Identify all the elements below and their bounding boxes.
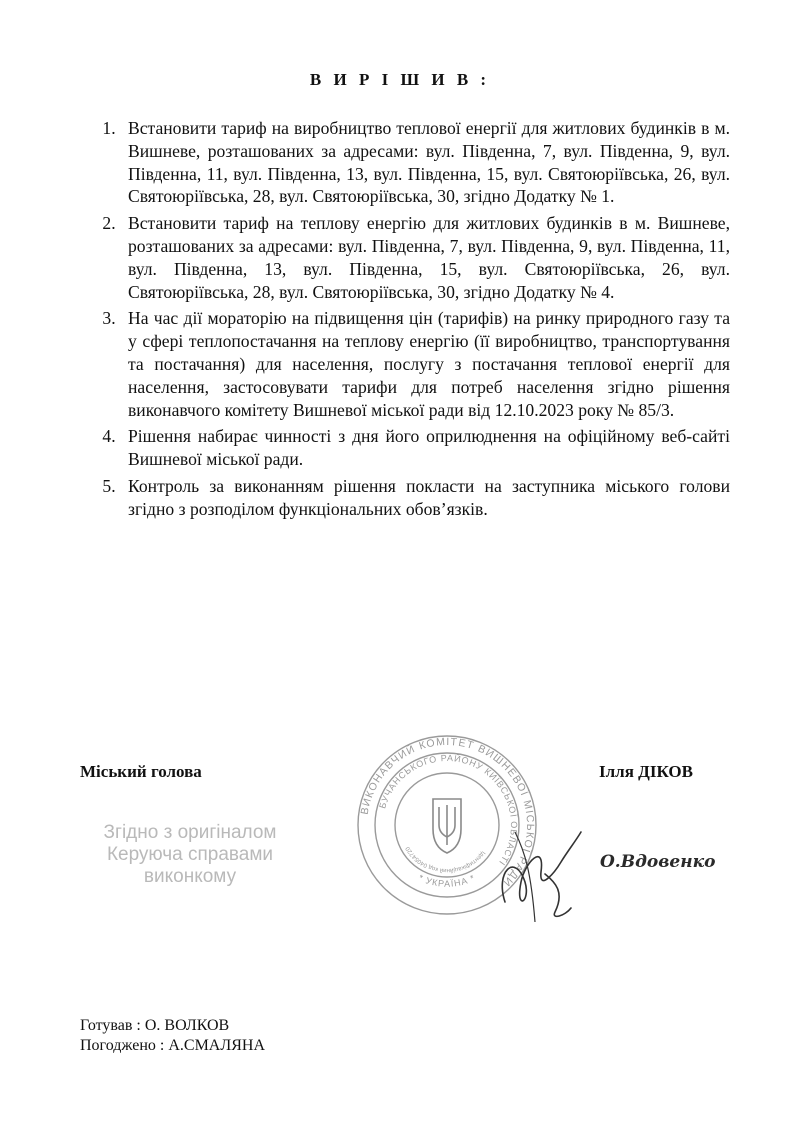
item-text: Контроль за виконанням рішення покласти на заступника міського голови згідно з розподілом функціональних обов’язків. bbox=[128, 475, 730, 519]
signatory-position: Міський голова bbox=[80, 762, 202, 781]
item-text: На час дії мораторію на підвищення цін (тарифів) на ринку природного газу та у сфері теплопостачання на теплову енергію (її виробництво, транспортування та постачання) для населення, послугу з постачання теплової енергії для населення, застосовувати тарифи для потреб населення згідно рішення виконавчого комітету Вишневої міської ради від 12.10.2023 року № 85/3. bbox=[128, 308, 730, 420]
seal-bottom-text: * УКРАЇНА * bbox=[416, 872, 478, 889]
list-item bbox=[90, 117, 730, 208]
item-number: 3. bbox=[102, 308, 116, 329]
item-number: 5. bbox=[102, 475, 116, 496]
certification-line-3: виконкому bbox=[143, 866, 237, 887]
list-item bbox=[90, 475, 730, 521]
decision-heading: В И Р І Ш И В : bbox=[309, 70, 491, 89]
handwritten-signature bbox=[485, 812, 605, 932]
seal-inner-text: БУЧАНСЬКОГО РАЙОНУ КИЇВСЬКОЇ ОБЛАСТІ bbox=[377, 752, 520, 868]
item-number: 2. bbox=[102, 213, 116, 234]
certifier-name: О.Вдовенко bbox=[600, 852, 716, 872]
certification-line-2: Керуюча справами bbox=[106, 844, 274, 865]
item-number: 4. bbox=[102, 426, 116, 447]
prepared-by: Готував : О. ВОЛКОВ bbox=[80, 1017, 230, 1034]
seal-outer-text: ВИКОНАВЧИЙ КОМІТЕТ ВИШНЕВОЇ МІСЬКОЇ РАДИ bbox=[358, 735, 537, 890]
list-item bbox=[90, 425, 730, 471]
item-text: Рішення набирає чинності з дня його оприлюднення на офіційному веб-сайті Вишневої міської ради. bbox=[128, 426, 730, 470]
trident-icon bbox=[433, 799, 461, 853]
item-text: Встановити тариф на теплову енергію для житлових будинків в м. Вишневе, розташованих за адресами: вул. Південна, 7, вул. Південна, 9, вул. Південна, 11, вул. Південна, 13, вул. Південна, 15, вул. Святоюріївська, 26, вул. Святоюріївська, 28, вул. Святоюріївська, 30, згідно Додатку № 4. bbox=[128, 213, 730, 302]
document-footer bbox=[80, 1016, 265, 1056]
list-item bbox=[90, 212, 730, 303]
item-text: Встановити тариф на виробництво теплової енергії для житлових будинків в м. Вишневе, розташованих за адресами: вул. Південна, 7, вул. Південна, 9, вул. Південна, 11, вул. Південна, 13, вул. Південна, 15, вул. Святоюріївська, 26, вул. Святоюріївська, 28, вул. Святоюріївська, 30, згідно Додатку № 1. bbox=[128, 118, 730, 207]
decision-items-list bbox=[90, 117, 730, 525]
seal-code-text: Ідентифікаційний код 04054720 bbox=[405, 845, 486, 874]
item-number: 1. bbox=[102, 118, 116, 138]
certification-line-1: Згідно з оригіналом bbox=[103, 822, 277, 843]
signatory-name: Ілля ДІКОВ bbox=[599, 762, 693, 781]
certification-stamp bbox=[80, 822, 300, 888]
list-item bbox=[90, 307, 730, 421]
agreed-by: Погоджено : А.СМАЛЯНА bbox=[80, 1037, 265, 1054]
